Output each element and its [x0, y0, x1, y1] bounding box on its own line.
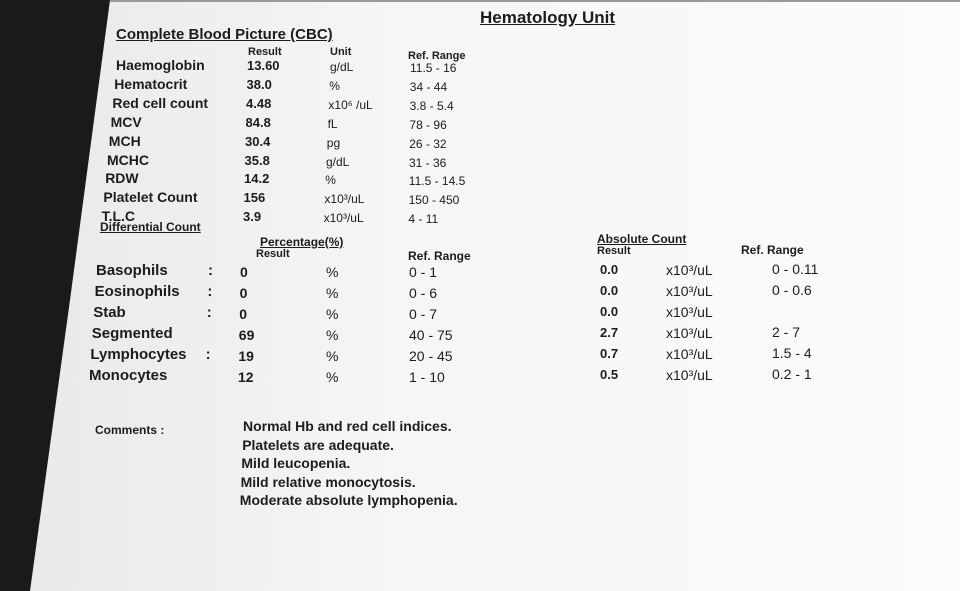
diff-title: Differential Count	[100, 220, 201, 234]
cbc-label: Hematocrit	[114, 75, 188, 92]
abs-unit: x10³/uL	[666, 346, 713, 362]
absolute-title: Absolute Count	[597, 232, 687, 246]
cbc-unit: x10³/uL	[323, 211, 364, 226]
cbc-range: 11.5 - 14.5	[408, 174, 466, 189]
diff-range: 0 - 7	[409, 306, 438, 322]
diff-pct-unit: %	[326, 285, 339, 301]
diff-pct-unit: %	[326, 264, 339, 280]
cbc-result: 84.8	[245, 114, 271, 130]
cbc-result: 14.2	[244, 171, 270, 187]
cbc-result: 30.4	[245, 133, 271, 149]
abs-unit: x10³/uL	[666, 325, 713, 341]
cbc-result: 38.0	[246, 76, 272, 92]
cbc-result-header: Result	[248, 46, 282, 58]
cbc-range: 31 - 36	[409, 155, 447, 170]
cbc-label: MCV	[110, 113, 142, 130]
cbc-label: RDW	[105, 170, 139, 187]
diff-colon: :	[205, 346, 211, 363]
comment-line: Mild relative monocytosis.	[240, 473, 416, 490]
abs-range: 2 - 7	[772, 324, 801, 340]
abs-result: 0.0	[600, 304, 619, 319]
diff-label: Stab	[93, 304, 126, 321]
cbc-label: Red cell count	[112, 94, 209, 111]
cbc-label: T.L.C	[101, 208, 136, 225]
cbc-range: 34 - 44	[409, 79, 448, 94]
diff-range: 0 - 6	[409, 285, 438, 301]
diff-pct: 0	[240, 264, 248, 280]
abs-unit: x10³/uL	[666, 367, 713, 383]
cbc-label: MCHC	[107, 151, 149, 168]
cbc-result: 3.9	[243, 209, 262, 225]
diff-range: 1 - 10	[409, 369, 445, 385]
cbc-label: MCH	[108, 132, 141, 149]
cbc-label: Haemoglobin	[116, 57, 205, 73]
cbc-unit: %	[325, 173, 336, 188]
comment-line: Mild leucopenia.	[241, 455, 351, 471]
diff-range: 20 - 45	[409, 348, 453, 364]
diff-pct-unit: %	[326, 348, 339, 364]
cbc-result: 13.60	[247, 58, 280, 73]
diff-pct-unit: %	[326, 306, 339, 322]
diff-pct: 19	[238, 348, 254, 364]
abs-unit: x10³/uL	[666, 283, 713, 299]
cbc-unit: x10⁶ /uL	[328, 97, 373, 112]
abs-result: 0.5	[600, 367, 619, 382]
cbc-unit: pg	[326, 135, 341, 150]
diff-range: 40 - 75	[409, 327, 453, 343]
unit-title: Hematology Unit	[480, 8, 616, 27]
abs-range: 0.2 - 1	[772, 366, 812, 382]
cbc-range-header: Ref. Range	[408, 50, 466, 62]
cbc-unit: g/dL	[326, 154, 350, 169]
cbc-unit: g/dL	[330, 60, 354, 74]
cbc-label: Platelet Count	[103, 189, 198, 206]
diff-result-header: Result	[256, 248, 290, 260]
diff-range: 0 - 1	[409, 264, 438, 280]
diff-pct: 0	[239, 285, 248, 301]
comment-line: Moderate absolute lymphopenia.	[239, 492, 458, 508]
cbc-range: 150 - 450	[408, 193, 460, 208]
cbc-unit: %	[329, 78, 340, 93]
diff-pct-unit: %	[326, 369, 339, 385]
diff-colon: :	[208, 262, 213, 279]
diff-range-header: Ref. Range	[408, 249, 471, 263]
diff-pct: 0	[239, 306, 247, 322]
cbc-title: Complete Blood Picture (CBC)	[116, 26, 333, 43]
cbc-range: 26 - 32	[409, 136, 447, 151]
diff-label: Eosinophils	[94, 283, 180, 300]
abs-range: 1.5 - 4	[772, 345, 812, 361]
diff-label: Lymphocytes	[90, 346, 187, 363]
diff-label: Basophils	[96, 262, 168, 279]
percentage-title: Percentage(%)	[260, 235, 344, 249]
cbc-range: 11.5 - 16	[410, 61, 457, 75]
cbc-result: 4.48	[246, 95, 272, 111]
abs-result: 0.0	[600, 283, 619, 298]
comment-line: Platelets are adequate.	[242, 436, 394, 453]
abs-result: 0.7	[600, 346, 619, 361]
abs-unit: x10³/uL	[666, 262, 713, 278]
abs-range: 0 - 0.6	[772, 282, 812, 298]
cbc-range: 78 - 96	[409, 117, 447, 132]
abs-range-header: Ref. Range	[741, 243, 804, 257]
top-rule	[110, 0, 960, 2]
abs-result: 2.7	[600, 325, 619, 340]
cbc-unit: fL	[327, 116, 338, 131]
diff-pct: 69	[238, 327, 255, 343]
cbc-unit-header: Unit	[330, 46, 352, 58]
cbc-unit: x10³/uL	[324, 192, 365, 207]
comment-line: Normal Hb and red cell indices.	[243, 418, 452, 434]
abs-result-header: Result	[597, 245, 631, 257]
abs-range: 0 - 0.11	[772, 261, 819, 277]
abs-result: 0.0	[600, 262, 619, 277]
diff-colon: :	[207, 283, 213, 300]
cbc-range: 4 - 11	[408, 212, 439, 227]
abs-unit: x10³/uL	[666, 304, 713, 320]
diff-label: Segmented	[91, 325, 173, 342]
diff-pct: 12	[238, 369, 254, 385]
cbc-result: 156	[243, 190, 266, 206]
cbc-result: 35.8	[244, 152, 270, 168]
diff-pct-unit: %	[326, 327, 339, 343]
diff-colon: :	[206, 304, 212, 321]
diff-label: Monocytes	[89, 367, 168, 384]
comments-label: Comments :	[95, 423, 165, 437]
cbc-range: 3.8 - 5.4	[409, 98, 454, 113]
